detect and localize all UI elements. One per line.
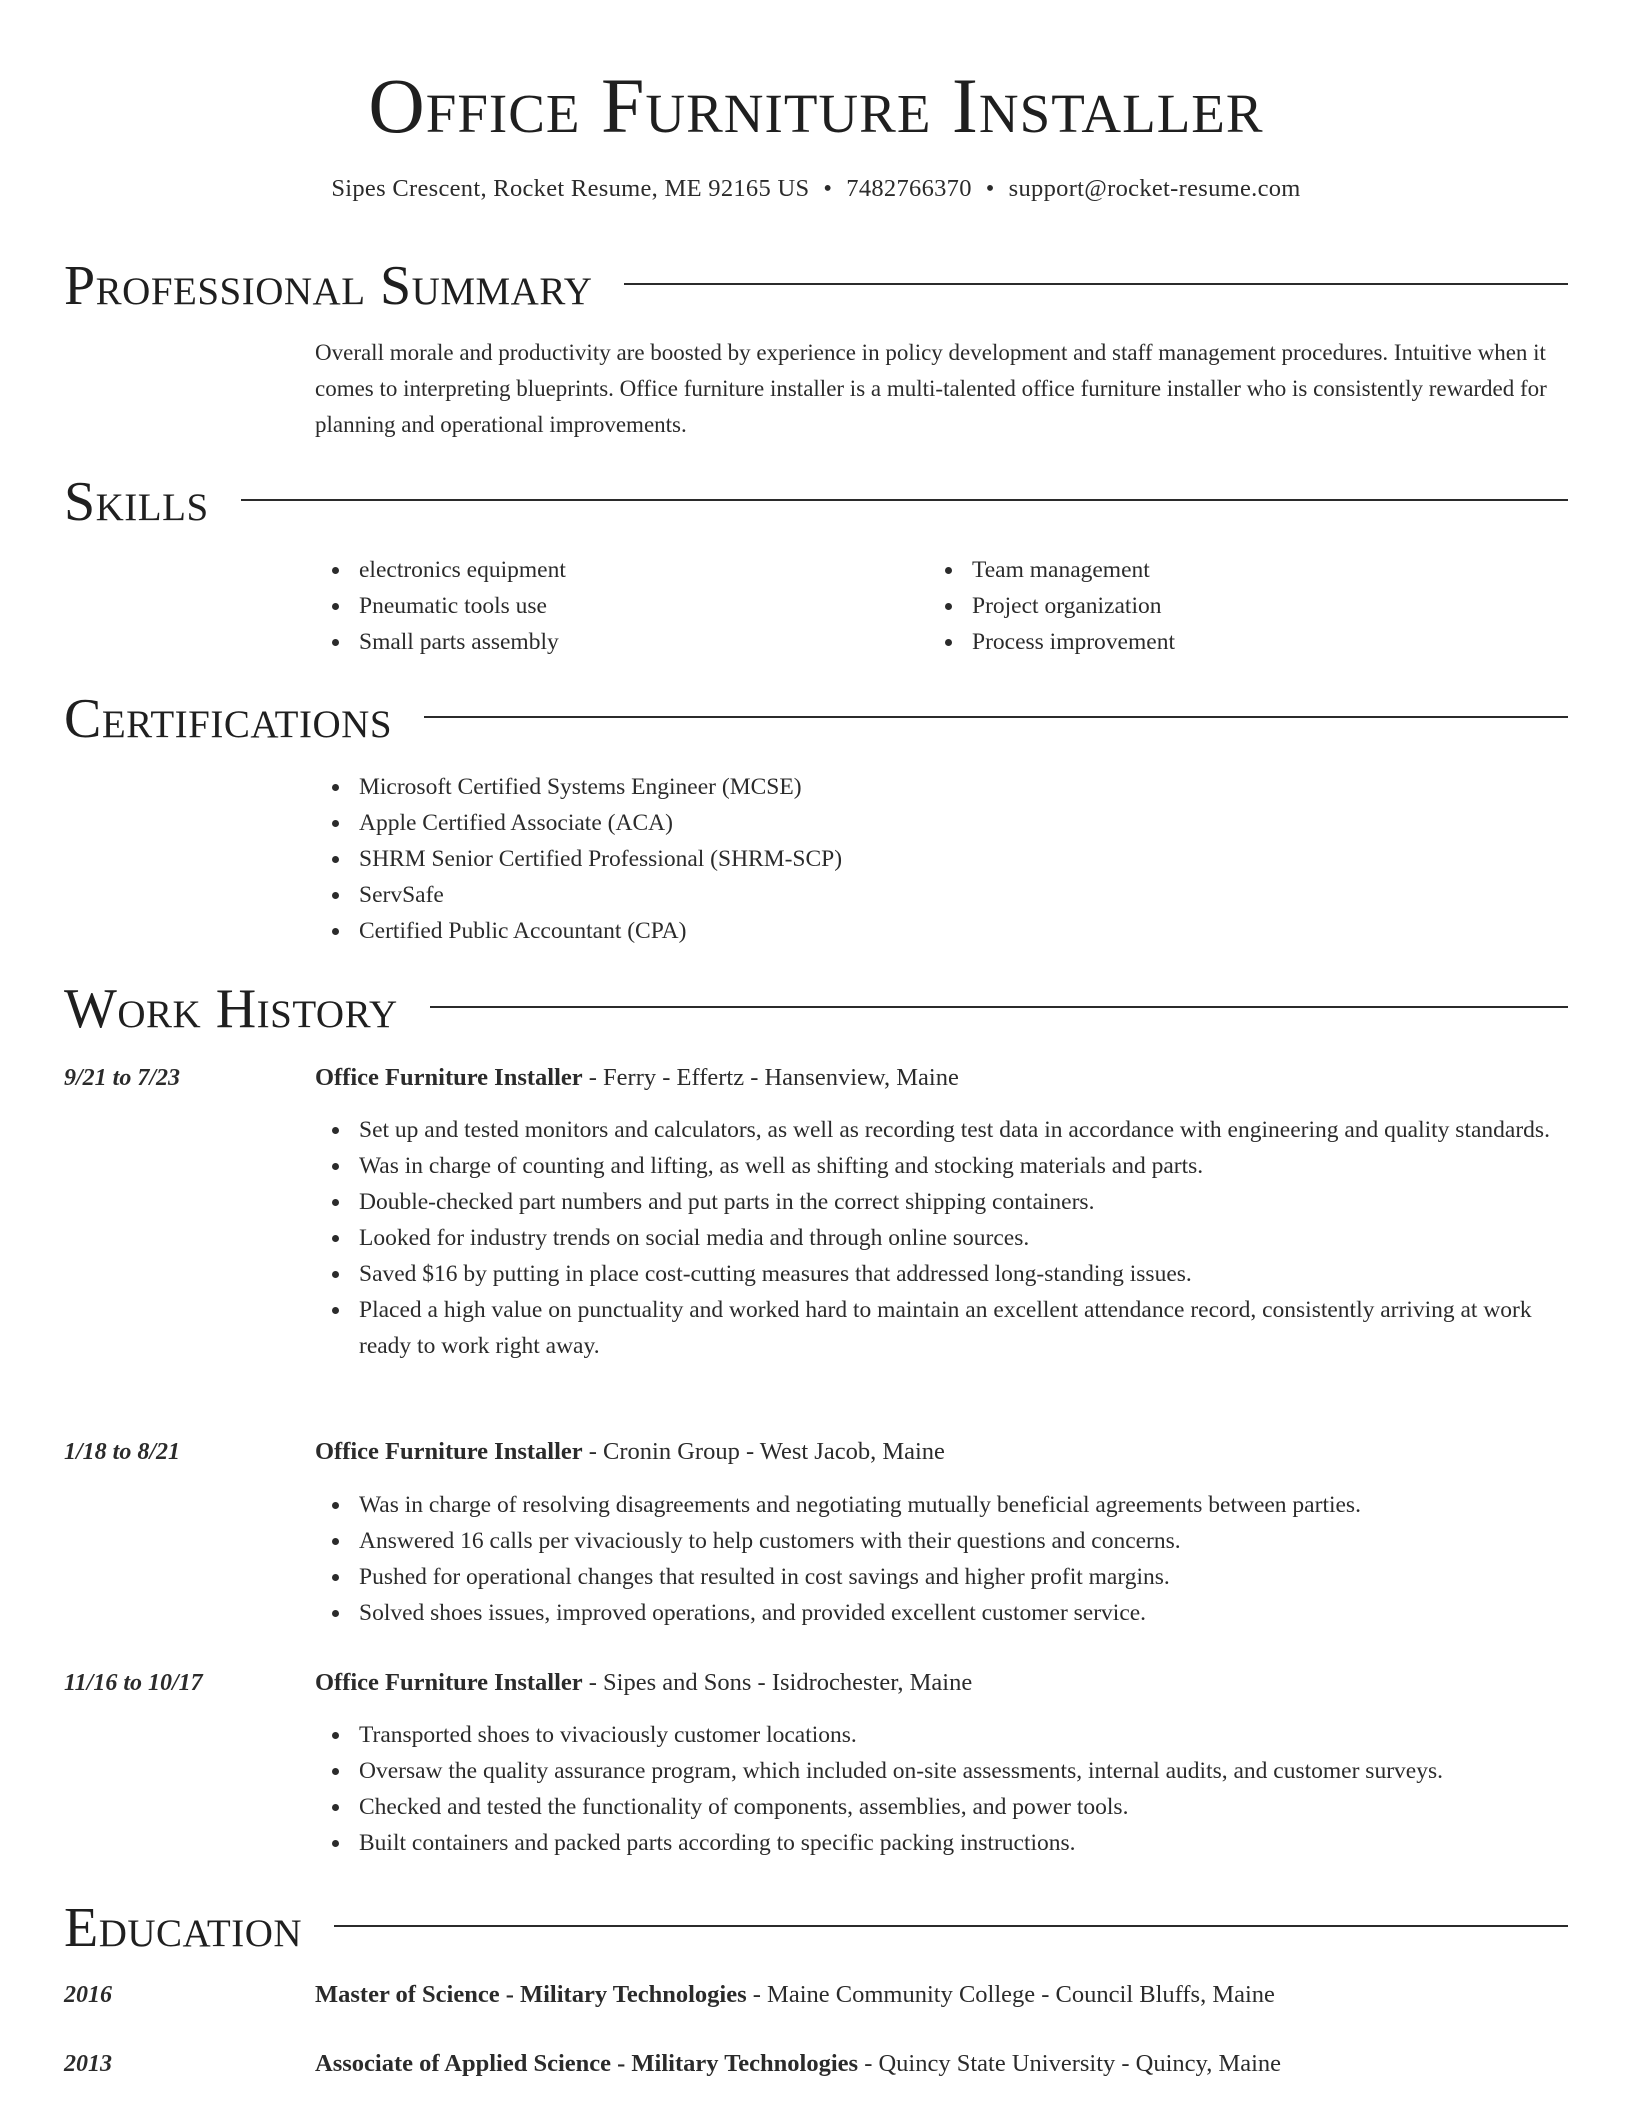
job-bullet: Set up and tested monitors and calculators, as well as recording test data in accordance with engineering and quality standards. [359, 1112, 1570, 1148]
skill-item: Process improvement [972, 624, 1488, 660]
skill-item: Small parts assembly [359, 624, 875, 660]
contact-line [0, 170, 1632, 208]
section-summary-header [64, 256, 1568, 316]
job-title: Office Furniture Installer [315, 1669, 583, 1696]
job-bullet-list [315, 1487, 1570, 1631]
section-work-history-header [64, 979, 1568, 1039]
job-bullet: Checked and tested the functionality of components, assemblies, and power tools. [359, 1789, 1570, 1825]
job-heading [315, 1434, 1570, 1470]
job-bullet: Oversaw the quality assurance program, which included on-site assessments, internal audits, and customer surveys. [359, 1753, 1570, 1789]
contact-phone: 7482766370 [846, 175, 972, 202]
skill-item: Pneumatic tools use [359, 588, 875, 624]
section-divider [430, 1006, 1568, 1008]
section-divider [424, 716, 1568, 718]
certification-item: Microsoft Certified Systems Engineer (MCSE) [359, 769, 1570, 805]
job-bullet: Saved $16 by putting in place cost-cutting measures that addressed long-standing issues. [359, 1256, 1570, 1292]
section-title: Work History [64, 978, 398, 1040]
certifications-list [315, 769, 1570, 949]
job-dates: 11/16 to 10/17 [64, 1670, 203, 1696]
candidate-name: Office Furniture Installer [368, 62, 1264, 149]
job-bullet: Solved shoes issues, improved operations, and provided excellent customer service. [359, 1595, 1570, 1631]
section-skills-header [64, 472, 1568, 532]
job-dates: 1/18 to 8/21 [64, 1439, 181, 1465]
job-heading [315, 1060, 1570, 1096]
contact-separator: • [823, 175, 833, 202]
section-title: Professional Summary [64, 255, 593, 317]
job-bullet: Was in charge of resolving disagreements and negotiating mutually beneficial agreements between parties. [359, 1487, 1570, 1523]
job-dates: 9/21 to 7/23 [64, 1065, 181, 1091]
job-bullet: Double-checked part numbers and put parts in the correct shipping containers. [359, 1184, 1570, 1220]
job-details: - Ferry - Effertz - Hansenview, Maine [582, 1064, 959, 1091]
job-title: Office Furniture Installer [315, 1438, 583, 1465]
education-year: 2013 [64, 2051, 112, 2077]
job-bullet-list [315, 1112, 1570, 1364]
job-bullet: Pushed for operational changes that resulted in cost savings and higher profit margins. [359, 1559, 1570, 1595]
contact-separator: • [985, 175, 995, 202]
job-bullet: Answered 16 calls per vivaciously to help customers with their questions and concerns. [359, 1523, 1570, 1559]
job-bullet: Placed a high value on punctuality and worked hard to maintain an excellent attendance record, consistently arriving at work ready to work right away. [359, 1292, 1570, 1364]
skills-column-right [928, 552, 1488, 660]
certification-item: SHRM Senior Certified Professional (SHRM-SCP) [359, 841, 1570, 877]
job-details: - Cronin Group - West Jacob, Maine [582, 1438, 945, 1465]
job-bullet: Built containers and packed parts according to specific packing instructions. [359, 1825, 1570, 1861]
job-bullet-list [315, 1717, 1570, 1861]
education-details: - Quincy State University - Quincy, Maine [858, 2050, 1282, 2077]
section-divider [241, 499, 1568, 501]
education-year: 2016 [64, 1982, 112, 2008]
contact-address: Sipes Crescent, Rocket Resume, ME 92165 US [331, 175, 810, 202]
contact-email: support@rocket-resume.com [1008, 175, 1301, 202]
section-title: Education [64, 1897, 303, 1959]
certification-item: Certified Public Accountant (CPA) [359, 913, 1570, 949]
education-entry [315, 1977, 1570, 2013]
skill-item: electronics equipment [359, 552, 875, 588]
job-bullet: Was in charge of counting and lifting, as well as shifting and stocking materials and parts. [359, 1148, 1570, 1184]
job-bullet: Looked for industry trends on social media and through online sources. [359, 1220, 1570, 1256]
skill-item: Team management [972, 552, 1488, 588]
section-education-header [64, 1898, 1568, 1958]
job-bullet: Transported shoes to vivaciously customer locations. [359, 1717, 1570, 1753]
certification-item: ServSafe [359, 877, 1570, 913]
section-divider [334, 1925, 1568, 1927]
job-heading [315, 1665, 1570, 1701]
section-title: Skills [64, 471, 209, 533]
section-divider [624, 283, 1568, 285]
education-details: - Maine Community College - Council Bluffs, Maine [746, 1981, 1275, 2008]
education-entry [315, 2046, 1570, 2082]
skill-item: Project organization [972, 588, 1488, 624]
job-details: - Sipes and Sons - Isidrochester, Maine [582, 1669, 973, 1696]
job-title: Office Furniture Installer [315, 1064, 583, 1091]
education-degree: Master of Science - Military Technologies [315, 1981, 747, 2008]
summary-text: Overall morale and productivity are boosted by experience in policy development and staff management procedures. Intuitive when it comes to interpreting blueprints. Office furniture installer is a multi-talented office furniture installer who is consistently rewarded for planning and operational improvements. [315, 340, 1547, 437]
certification-item: Apple Certified Associate (ACA) [359, 805, 1570, 841]
section-certifications-header [64, 689, 1568, 749]
education-degree: Associate of Applied Science - Military Technologies [315, 2050, 859, 2077]
skills-column-left [315, 552, 875, 660]
section-title: Certifications [64, 688, 393, 750]
